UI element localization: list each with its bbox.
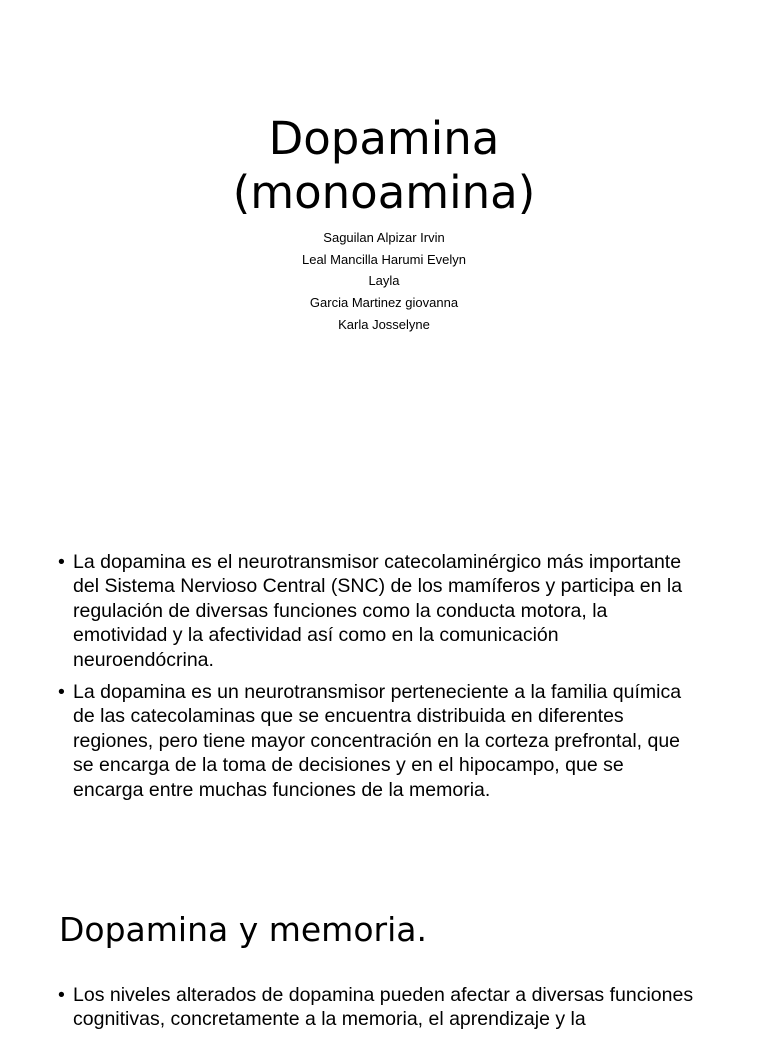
slide-title-line-2: (monoamina): [232, 166, 536, 219]
bullet-point: • Los niveles alterados de dopamina pueden afectar a diversas funciones cognitivas, concretamente a la memoria, el aprendizaje y la: [58, 983, 698, 1032]
author-list: [0, 227, 768, 336]
slide-title: [0, 112, 768, 220]
bullet-point: • La dopamina es el neurotransmisor catecolaminérgico más importante del Sistema Nervioso Central (SNC) de los mamíferos y participa en la regulación de diversas funciones como la conducta motora, la emotividad y la afectividad así como en la comunicación neuroendócrina.: [58, 550, 698, 672]
author-name: Layla: [368, 273, 400, 289]
slide3-title: Dopamina y memoria.: [59, 910, 427, 949]
bullet-point: • La dopamina es un neurotransmisor perteneciente a la familia química de las catecolaminas que se encuentra distribuida en diferentes regiones, pero tiene mayor concentración en la corteza prefrontal, que se encarga de la toma de decisiones y en el hipocampo, que se encarga entre muchas funciones de la memoria.: [58, 680, 698, 802]
slide2-bullet-list: [58, 550, 698, 810]
author-name: Saguilan Alpizar Irvin: [323, 230, 445, 245]
slide3-bullet-list: [58, 983, 698, 1040]
author-name: Garcia Martinez giovanna: [309, 295, 459, 311]
slide-title-line-1: Dopamina: [268, 112, 500, 165]
author-name: Karla Josselyne: [338, 316, 430, 332]
author-name: Leal Mancilla Harumi Evelyn: [301, 251, 466, 267]
